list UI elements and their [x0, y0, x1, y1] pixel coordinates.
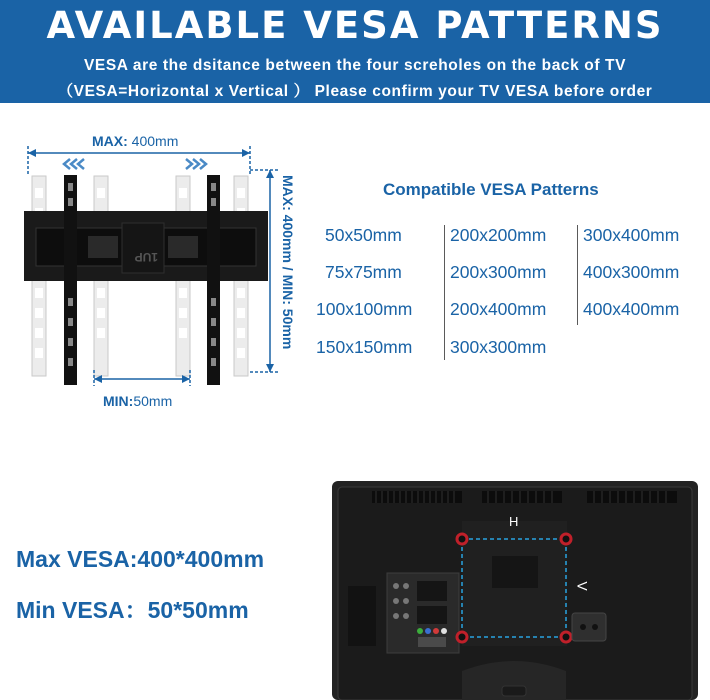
pattern-item: 200x300mm: [450, 262, 547, 282]
pattern-item: 75x75mm: [325, 262, 402, 282]
max-width-label: [92, 133, 178, 149]
header-note: （VESA=Horizontal x Vertical ） Please confirm your TV VESA before order: [57, 83, 653, 100]
compatible-title: Compatible VESA Patterns: [383, 180, 599, 199]
min-width-label: [103, 393, 172, 409]
vertical-range-label: MAX: 400mm / MIN: 50mm: [280, 175, 296, 350]
pattern-item: 300x300mm: [450, 337, 547, 357]
column-divider: [577, 225, 578, 325]
max-vesa-text: Max VESA:400*400mm: [16, 546, 265, 572]
header-banner: [0, 0, 710, 103]
pattern-item: 200x200mm: [450, 225, 547, 245]
pattern-item: 100x100mm: [316, 299, 413, 319]
header-description: VESA are the dsitance between the four screholes on the back of TV: [83, 57, 627, 74]
max-label: MAX:: [92, 133, 128, 149]
pattern-item: 50x50mm: [325, 225, 402, 245]
max-dimension-line: [28, 146, 250, 176]
pattern-item: 400x300mm: [583, 262, 680, 282]
min-label: MIN:: [103, 393, 134, 409]
page-title: AVAILABLE VESA PATTERNS: [46, 4, 664, 47]
adjust-chevrons: [64, 159, 206, 169]
min-value: 50mm: [133, 393, 173, 409]
tv-horizontal-label: H: [509, 514, 519, 529]
tv-vertical-label: V: [574, 581, 591, 591]
mount-plate: [24, 211, 268, 281]
tv-io-panel: [387, 573, 459, 653]
min-vesa-text: Min VESA：50*50mm: [16, 597, 249, 623]
pattern-item: 200x400mm: [450, 299, 547, 319]
pattern-item: 300x400mm: [583, 225, 680, 245]
pattern-item: 150x150mm: [316, 337, 413, 357]
pattern-item: 400x400mm: [583, 299, 680, 319]
plate-marking: 1UP: [134, 250, 158, 264]
bracket-illustration: [18, 128, 318, 418]
max-value: 400mm: [131, 133, 179, 149]
column-divider: [444, 225, 445, 360]
